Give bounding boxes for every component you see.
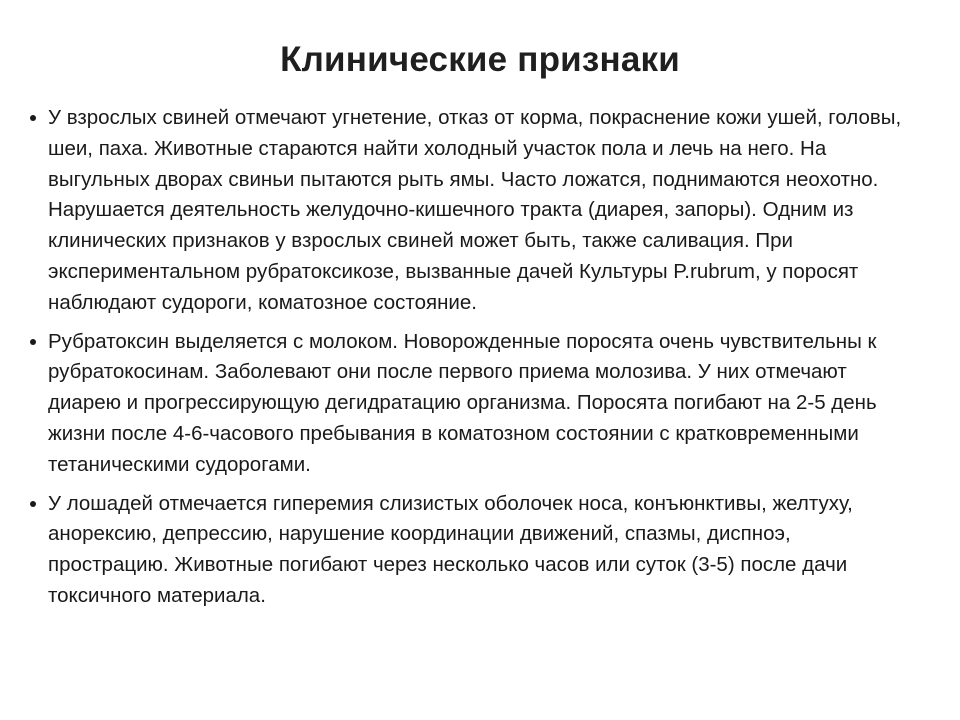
bullet-text: У лошадей отмечается гиперемия слизистых оболочек носа, конъюнктивы, желтуху, анорексию, депрессию, нарушение координации движений, спазмы, диспноэ, прострацию. Животные погибают через несколько часов или суток (3-5) после дачи токсичного материала.: [48, 491, 853, 607]
bullet-dot-icon: [30, 501, 36, 507]
bullet-text: У взрослых свиней отмечают угнетение, отказ от корма, покраснение кожи ушей, головы, шеи, паха. Животные стараются найти холодный участок пола и лечь на него. На выгульных дворах свиньи пытаются рыть ямы. Часто ложатся, поднимаются неохотно. Нарушается деятельность желудочно-кишечного тракта (диарея, запоры). Одним из клинических признаков у взрослых свиней может быть, также саливация. При экспериментальном рубратоксикозе, вызванные дачей Культуры P.rubrum, у поросят наблюдают судороги, коматозное состояние.: [48, 106, 902, 314]
bullet-dot-icon: [30, 115, 36, 121]
bullet-item-adult-pigs: [30, 103, 910, 319]
bullet-item-piglets: [30, 327, 910, 481]
bullet-list: [30, 103, 910, 620]
bullet-text: Рубратоксин выделяется с молоком. Новорожденные поросята очень чувствительны к рубратокосинам. Заболевают они после первого приема молозива. У них отмечают диарею и прогрессирующую дегидратацию организма. Поросята погибают на 2-5 день жизни после 4-6-часового пребывания в коматозном состоянии с кратковременными тетаническими судорогами.: [48, 329, 877, 476]
bullet-dot-icon: [30, 339, 36, 345]
slide-title: Клинические признаки: [280, 40, 680, 79]
bullet-item-horses: [30, 489, 910, 612]
